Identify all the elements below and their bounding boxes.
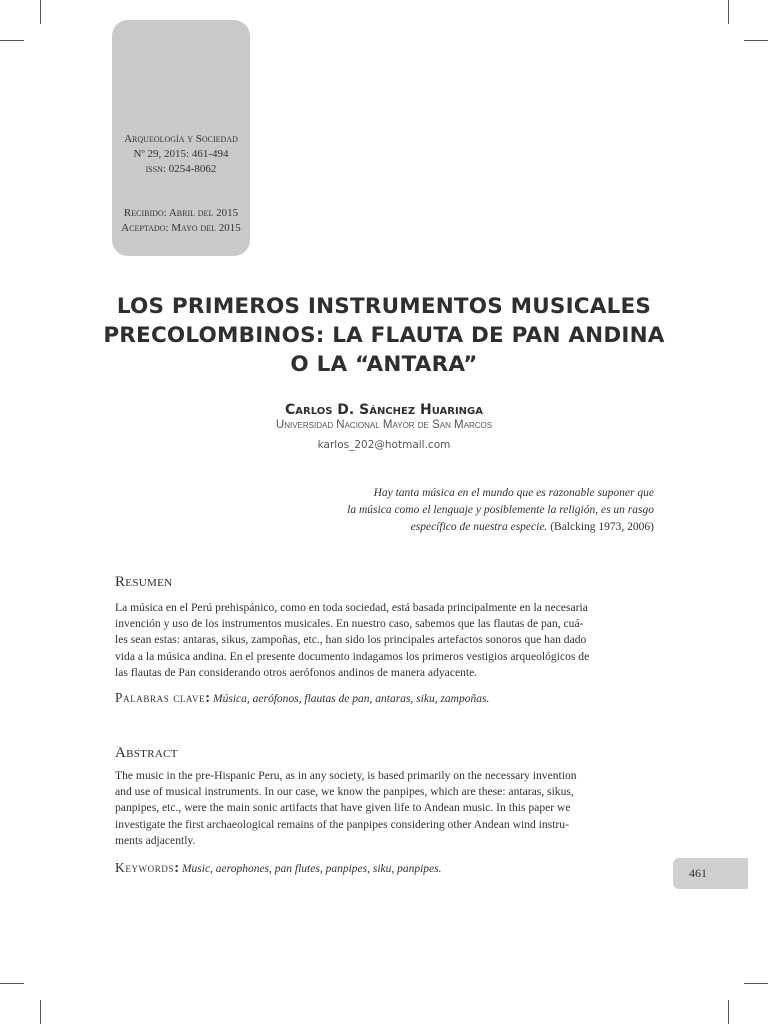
epigraph [294, 485, 654, 536]
accepted-date: Aceptado: Mayo del 2015 [121, 222, 241, 234]
resumen-heading: Resumen [115, 574, 173, 590]
journal-info [112, 132, 250, 177]
journal-issn: issn: 0254-8062 [145, 163, 217, 175]
resumen-line: vida a la música andina. En el presente documento indagamos los primeros vestigios arqueológicos de [115, 649, 590, 663]
crop-mark [40, 0, 41, 24]
resumen-keywords: Palabras clave: Música, aerófonos, flautas de pan, antaras, siku, zampoñas. [115, 690, 490, 706]
crop-mark [728, 0, 729, 24]
abstract-keywords: Keywords: Music, aerophones, pan flutes, panpipes, siku, panpipes. [115, 860, 442, 876]
epigraph-line: Hay tanta música en el mundo que es razonable suponer que [373, 487, 654, 499]
crop-mark [0, 40, 24, 41]
author-name: Carlos D. Sánchez Huaringa [285, 402, 483, 418]
journal-name: Arqueología y Sociedad [124, 133, 238, 145]
author-affiliation: Universidad Nacional Mayor de San Marcos [275, 419, 493, 431]
abstract-paragraph [115, 768, 655, 849]
author-email: karlos_202@hotmail.com [317, 439, 451, 451]
abstract-heading: Abstract [115, 745, 178, 761]
crop-mark [744, 40, 768, 41]
epigraph-line: específico de nuestra especie. [410, 521, 548, 533]
abstract-line: The music in the pre-Hispanic Peru, as in any society, is based primarily on the necessary invention [115, 769, 577, 782]
abstract-line: panpipes, etc., were the main sonic artifacts that have given life to Andean music. In this paper we [115, 801, 571, 815]
keywords-label: Palabras clave [115, 690, 206, 705]
title-line: LOS PRIMEROS INSTRUMENTOS MUSICALES [116, 294, 652, 319]
keywords-list: Music, aerophones, pan flutes, panpipes, siku, panpipes. [181, 863, 442, 875]
title-line: PRECOLOMBINOS: LA FLAUTA DE PAN ANDINA [103, 323, 665, 348]
resumen-line: invención y uso de los instrumentos musicales. En nuestro caso, sabemos que las flautas de pan, cuá- [115, 617, 584, 631]
resumen-line: La música en el Perú prehispánico, como en toda sociedad, está basada principalmente en la necesaria [115, 601, 588, 614]
resumen-line: les sean estas: antaras, sikus, zampoñas, etc., han sido los principales artefactos sonoros que han dado [115, 633, 587, 647]
crop-mark [0, 983, 24, 984]
abstract-line: and use of musical instruments. In our case, we know the panpipes, which are these: antaras, sikus, [115, 785, 574, 799]
title-line: O LA “ANTARA” [290, 352, 478, 377]
epigraph-citation: (Balcking 1973, 2006) [550, 521, 654, 533]
keywords-list: Música, aerófonos, flautas de pan, antaras, siku, zampoñas. [213, 693, 490, 705]
resumen-paragraph [115, 600, 655, 681]
crop-mark [728, 1000, 729, 1024]
submission-dates [112, 206, 250, 236]
journal-issue: Nº 29, 2015: 461-494 [133, 148, 229, 160]
crop-mark [40, 1000, 41, 1024]
resumen-line: las flautas de Pan considerando otros aerófonos andinos de manera adyacente. [115, 665, 478, 679]
abstract-line: ments adjacently. [115, 833, 196, 847]
journal-info-box [112, 20, 250, 256]
keywords-label: Keywords [115, 860, 175, 875]
page-number: 461 [673, 858, 748, 889]
received-date: Recibido: Abril del 2015 [123, 207, 239, 219]
abstract-line: investigate the first archaeological remains of the panpipes considering other Andean wind instru- [115, 817, 569, 831]
article-title [100, 292, 668, 379]
crop-mark [744, 983, 768, 984]
epigraph-line: la música como el lenguaje y posiblemente la religión, es un rasgo [347, 504, 654, 516]
